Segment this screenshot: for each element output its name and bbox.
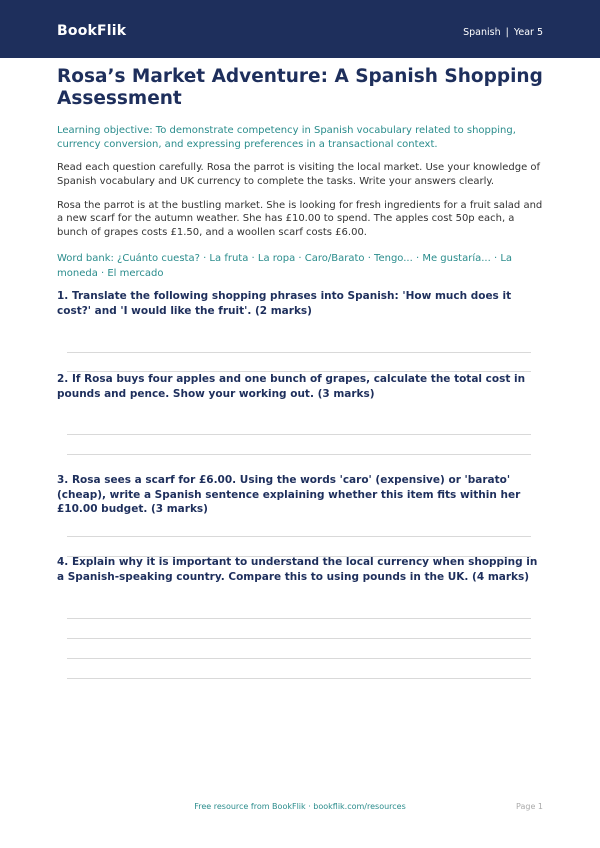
page-number: Page 1 xyxy=(516,802,543,811)
scenario-text: Rosa the parrot is at the bustling market. She is looking for fresh ingredients for a fruit salad and a new scarf for the autumn weather. She has £10.00 to spend. The apples cost 50p each, a bunch of grapes costs £1.50, and a woollen scarf costs £6.00. xyxy=(57,199,543,239)
question-3: 3. Rosa sees a scarf for £6.00. Using the words 'caro' (expensive) or 'barato' (cheap), write a Spanish sentence explaining whether this item fits within her £10.00 budget. (3 marks) xyxy=(57,474,521,515)
answer-line-q4-3[interactable] xyxy=(67,658,531,659)
question-2: 2. If Rosa buys four apples and one bunch of grapes, calculate the total cost in pounds and pence. Show your working out. (3 marks) xyxy=(57,373,526,400)
learning-objective: Learning objective: To demonstrate competency in Spanish vocabulary related to shopping, currency conversion, and expressing preferences in a transactional context. xyxy=(57,125,516,150)
page-title: Rosa’s Market Adventure: A Spanish Shopping Assessment xyxy=(57,66,543,109)
answer-line-q2-2[interactable] xyxy=(67,454,531,455)
question-1: 1. Translate the following shopping phrases into Spanish: 'How much does it cost?' and 'I would like the fruit'. (2 marks) xyxy=(57,290,512,317)
instructions-text: Read each question carefully. Rosa the parrot is visiting the local market. Use your knowledge of Spanish vocabulary and UK currency to complete the tasks. Write your answers clearly. xyxy=(57,162,541,187)
header-separator: | xyxy=(505,27,509,38)
subject-year-label xyxy=(463,27,543,38)
worksheet-intro xyxy=(57,66,543,281)
brand-logo[interactable]: BookFlik xyxy=(57,23,127,39)
answer-line-q2-1[interactable] xyxy=(67,434,531,435)
year-label: Year 5 xyxy=(513,27,543,38)
answer-line-q1-1[interactable] xyxy=(67,352,531,353)
page-header xyxy=(0,0,600,58)
word-bank: Word bank: ¿Cuánto cuesta? · La fruta · La ropa · Caro/Barato · Tengo... · Me gustaría... · La moneda · El mercado xyxy=(57,252,513,279)
answer-line-q4-1[interactable] xyxy=(67,618,531,619)
subject-label: Spanish xyxy=(463,27,501,38)
answer-line-q3-1[interactable] xyxy=(67,536,531,537)
answer-line-q4-4[interactable] xyxy=(67,678,531,679)
footer-link[interactable]: Free resource from BookFlik · bookflik.com/resources xyxy=(194,802,406,811)
question-4: 4. Explain why it is important to understand the local currency when shopping in a Spanish-speaking country. Compare this to using pounds in the UK. (4 marks) xyxy=(57,556,538,583)
answer-line-q4-2[interactable] xyxy=(67,638,531,639)
